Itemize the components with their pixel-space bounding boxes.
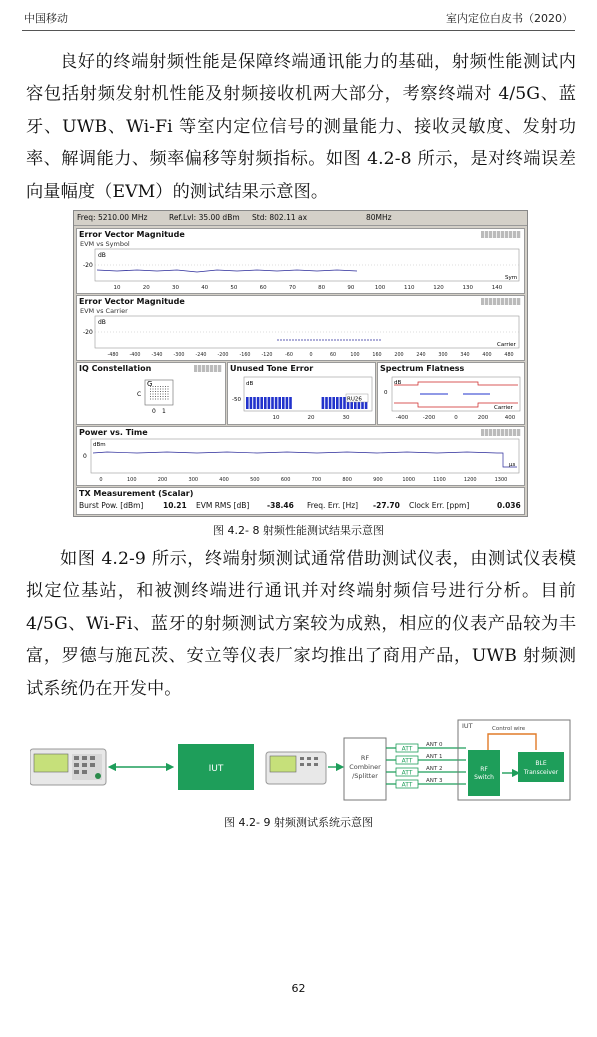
- pvt-title: Power vs. Time: [79, 428, 148, 437]
- ute-bar: [329, 397, 332, 409]
- rf-switch-box: [468, 750, 500, 796]
- ant-label: ANT 2: [426, 766, 443, 772]
- page-number: 62: [291, 982, 306, 995]
- evm-symbol-title: Error Vector Magnitude: [79, 230, 185, 239]
- evm-screenshot: [73, 210, 528, 517]
- iq-b1-label: 1: [162, 408, 166, 415]
- evm-symbol-tick-label: 80: [318, 285, 326, 291]
- evm-carrier-xunit: Carrier: [497, 342, 516, 348]
- tx-title: TX Measurement (Scalar): [79, 489, 194, 498]
- evm-carrier-ylabel: -20: [83, 329, 93, 336]
- pvt-tick-label: 300: [188, 477, 199, 483]
- tx-burst-value: 10.21: [163, 501, 187, 510]
- rf-switch-line-2: Switch: [474, 774, 494, 781]
- combiner-line-3: /Splitter: [352, 772, 378, 780]
- evm-carrier-tick-label: -480: [107, 353, 119, 358]
- att-label: ATT: [401, 769, 413, 777]
- paragraph-2: 如图 4.2-9 所示，终端射频测试通常借助测试仪表，由测试仪表模拟定位基站，和被测终端进行通讯并对终端射频信号进行分析。目前 4/5G、Wi-Fi、蓝牙的射频测试方案较为成熟，相应的仪表产品较为丰富，罗德与施瓦茨、安立等仪表厂家均推出了商用产品，UWB 射频测试系统仍在开发中。: [26, 549, 576, 699]
- ute-bar: [332, 397, 335, 409]
- evm-symbol-tick-label: 70: [288, 285, 296, 291]
- evm-carrier-tick-label: 400: [482, 353, 492, 358]
- ute-bar: [260, 397, 263, 409]
- ute-panel: [227, 362, 376, 425]
- evm-symbol-tick-label: 20: [142, 285, 150, 291]
- evm-carrier-unit: dB: [98, 319, 106, 326]
- iq-plot: [77, 363, 225, 424]
- pvt-tick-label: 1300: [494, 477, 508, 483]
- evm-symbol-tick-label: 90: [347, 285, 355, 291]
- evm-carrier-tick-label: -240: [195, 353, 207, 358]
- pvt-tick-label: 700: [311, 477, 322, 483]
- figure1-caption: 图 4.2- 8 射频性能测试结果示意图: [213, 524, 384, 537]
- evm-carrier-tick-label: 60: [329, 353, 337, 358]
- ute-title: Unused Tone Error: [230, 364, 314, 373]
- pvt-plot: [77, 427, 524, 485]
- pvt-tick-label: 100: [126, 477, 137, 483]
- evm-symbol-tick-label: 50: [230, 285, 238, 291]
- att-label: ATT: [401, 781, 413, 789]
- att-label: ATT: [401, 745, 413, 753]
- ute-bar: [340, 397, 343, 409]
- ble-line-1: BLE: [535, 760, 547, 767]
- evm-carrier-tick-label: -200: [217, 353, 229, 358]
- evm-symbol-unit: dB: [98, 252, 106, 259]
- sf-panel: [377, 362, 525, 425]
- evm-symbol-tick-label: 100: [374, 285, 386, 291]
- pvt-tick-label: 1200: [463, 477, 477, 483]
- ute-bar: [282, 397, 285, 409]
- combiner-line-2: Combiner: [349, 763, 381, 771]
- evm-carrier-tick-label: -60: [285, 353, 293, 358]
- control-wire: [488, 734, 536, 750]
- evm-carrier-tick-label: 300: [438, 353, 448, 358]
- tx-evm-label: EVM RMS [dB]: [196, 501, 250, 510]
- pvt-tick-label: 800: [342, 477, 352, 483]
- pvt-ylabel: 0: [83, 453, 87, 460]
- figure2-caption: 图 4.2- 9 射频测试系统示意图: [224, 816, 373, 829]
- iut-left-label: IUT: [208, 764, 224, 774]
- sf-tick-label: 200: [477, 415, 489, 421]
- ute-bar: [336, 397, 339, 409]
- ble-box: [518, 752, 564, 782]
- paragraph-1: 良好的终端射频性能是保障终端通讯能力的基础，射频性能测试内容包括射频发射机性能及射频接收机两大部分，考察终端对 4/5G、蓝牙、UWB、Wi-Fi 等室内定位信号的测量能力、接收灵敏度、发射功率、解调能力、频率偏移等射频指标。如图 4.2-8 所示，是对终端误差向量幅度（EVM）的测试结果示意图。: [26, 52, 576, 202]
- evm-carrier-tick-label: -160: [239, 353, 251, 358]
- topbar-bw: 80MHz: [366, 213, 392, 222]
- evm-symbol-tick-label: 30: [171, 285, 179, 291]
- evm-carrier-panel: [76, 295, 525, 361]
- evm-symbol-tick-label: 60: [259, 285, 267, 291]
- evm-carrier-tick-label: -400: [129, 353, 141, 358]
- ute-bar: [264, 397, 267, 409]
- pvt-tick-label: 1000: [402, 477, 416, 483]
- header-left: 中国移动: [24, 12, 68, 25]
- evm-carrier-tick-label: -340: [151, 353, 163, 358]
- ute-bar: [275, 397, 278, 409]
- evm-symbol-tick-label: 110: [404, 285, 415, 291]
- ute-bar: [257, 397, 260, 409]
- tx-freq-value: -27.70: [373, 501, 400, 510]
- sf-title: Spectrum Flatness: [380, 364, 465, 373]
- evm-carrier-tick-label: 340: [460, 353, 470, 358]
- evm-carrier-tick-label: -300: [173, 353, 185, 358]
- sf-tick-label: 400: [504, 415, 516, 421]
- evm-topbar: [74, 211, 527, 226]
- iut-box-label: IUT: [462, 722, 473, 730]
- pvt-xunit: µs: [509, 462, 516, 468]
- evm-carrier-tick-label: 0: [309, 353, 313, 358]
- ant-label: ANT 1: [426, 754, 443, 760]
- tx-row: [79, 501, 519, 512]
- iq-g-label: G: [147, 380, 153, 388]
- sf-tick-label: 0: [454, 415, 458, 421]
- pvt-tick-label: 500: [250, 477, 260, 483]
- pvt-tick-label: 400: [219, 477, 229, 483]
- ute-tick-label: 30: [342, 415, 350, 421]
- combiner-line-1: RF: [360, 754, 370, 762]
- header-rule: [22, 30, 575, 31]
- evm-symbol-tick-label: 40: [201, 285, 209, 291]
- ute-plot: [228, 363, 375, 424]
- evm-symbol-tick-label: 130: [462, 285, 474, 291]
- sf-plot: [378, 363, 524, 424]
- tx-clock-label: Clock Err. [ppm]: [409, 501, 470, 510]
- evm-carrier-tick-label: 160: [372, 353, 382, 358]
- ute-bar: [246, 397, 249, 409]
- ute-bar: [286, 397, 289, 409]
- topbar-std: Std: 802.11 ax: [252, 213, 308, 222]
- ute-unit: dB: [246, 381, 254, 387]
- ute-bar: [322, 397, 325, 409]
- page-header: [22, 6, 575, 28]
- sf-unit: dB: [394, 380, 402, 386]
- evm-carrier-tick-label: 100: [350, 353, 360, 358]
- att-label: ATT: [401, 757, 413, 765]
- iq-b0-label: 0: [152, 408, 156, 415]
- pvt-tick-label: 0: [99, 477, 103, 483]
- sf-xunit: Carrier: [494, 405, 513, 411]
- tx-burst-label: Burst Pow. [dBm]: [79, 501, 144, 510]
- ute-tick-label: 10: [272, 415, 280, 421]
- evm-symbol-ylabel: -20: [83, 262, 93, 269]
- sf-tick-label: -200: [422, 415, 436, 421]
- ute-bar: [250, 397, 253, 409]
- ute-bar: [253, 397, 256, 409]
- ute-bar: [271, 397, 274, 409]
- ble-line-2: Transceiver: [523, 769, 559, 776]
- evm-carrier-plot: [77, 296, 524, 360]
- pvt-tick-label: 1100: [433, 477, 446, 483]
- header-right: 室内定位白皮书（2020）: [446, 12, 573, 25]
- sf-tick-label: -400: [395, 415, 409, 421]
- ute-bar: [343, 397, 346, 409]
- topbar-freq: Freq: 5210.00 MHz: [77, 213, 148, 222]
- topbar-ref: Ref.Lvl: 35.00 dBm: [169, 213, 240, 222]
- sf-ylabel: 0: [384, 390, 388, 396]
- evm-symbol-panel: [76, 228, 525, 294]
- iq-c-label: C: [137, 391, 142, 398]
- evm-carrier-tick-label: -120: [261, 353, 273, 358]
- tx-clock-value: 0.036: [497, 501, 521, 510]
- evm-symbol-plot: [77, 229, 524, 293]
- control-wire-label: Control wire: [492, 726, 526, 732]
- evm-symbol-xunit: Sym: [505, 275, 518, 281]
- pvt-unit: dBm: [93, 442, 106, 448]
- evm-symbol-tick-label: 120: [433, 285, 444, 291]
- pvt-tick-label: 600: [280, 477, 291, 483]
- evm-symbol-tick-label: 140: [491, 285, 503, 291]
- ute-bar: [278, 397, 281, 409]
- ute-ru-label: RU26: [347, 396, 362, 403]
- iq-panel: [76, 362, 226, 425]
- evm-carrier-title: Error Vector Magnitude: [79, 297, 185, 306]
- ute-ylabel: -50: [232, 397, 241, 403]
- evm-carrier-tick-label: 480: [504, 353, 514, 358]
- ute-bar: [325, 397, 328, 409]
- pvt-panel: [76, 426, 525, 486]
- instrument-left: [30, 749, 106, 785]
- ute-bar: [289, 397, 292, 409]
- ute-bar: [268, 397, 271, 409]
- iq-title: IQ Constellation: [79, 364, 152, 373]
- evm-symbol-subtitle: EVM vs Symbol: [80, 240, 130, 248]
- pvt-tick-label: 900: [373, 477, 383, 483]
- evm-carrier-subtitle: EVM vs Carrier: [80, 307, 128, 315]
- instrument-mid: [266, 752, 326, 784]
- tx-freq-label: Freq. Err. [Hz]: [307, 501, 359, 510]
- rf-switch-line-1: RF: [480, 766, 488, 773]
- ant-label: ANT 0: [426, 742, 443, 748]
- evm-carrier-tick-label: 200: [394, 353, 404, 358]
- ute-tick-label: 20: [307, 415, 315, 421]
- rf-test-diagram: [30, 716, 575, 804]
- evm-symbol-tick-label: 10: [113, 285, 121, 291]
- pvt-tick-label: 200: [157, 477, 168, 483]
- tx-evm-value: -38.46: [267, 501, 294, 510]
- ant-label: ANT 3: [426, 778, 443, 784]
- tx-panel: [76, 487, 525, 515]
- evm-carrier-tick-label: 240: [416, 353, 426, 358]
